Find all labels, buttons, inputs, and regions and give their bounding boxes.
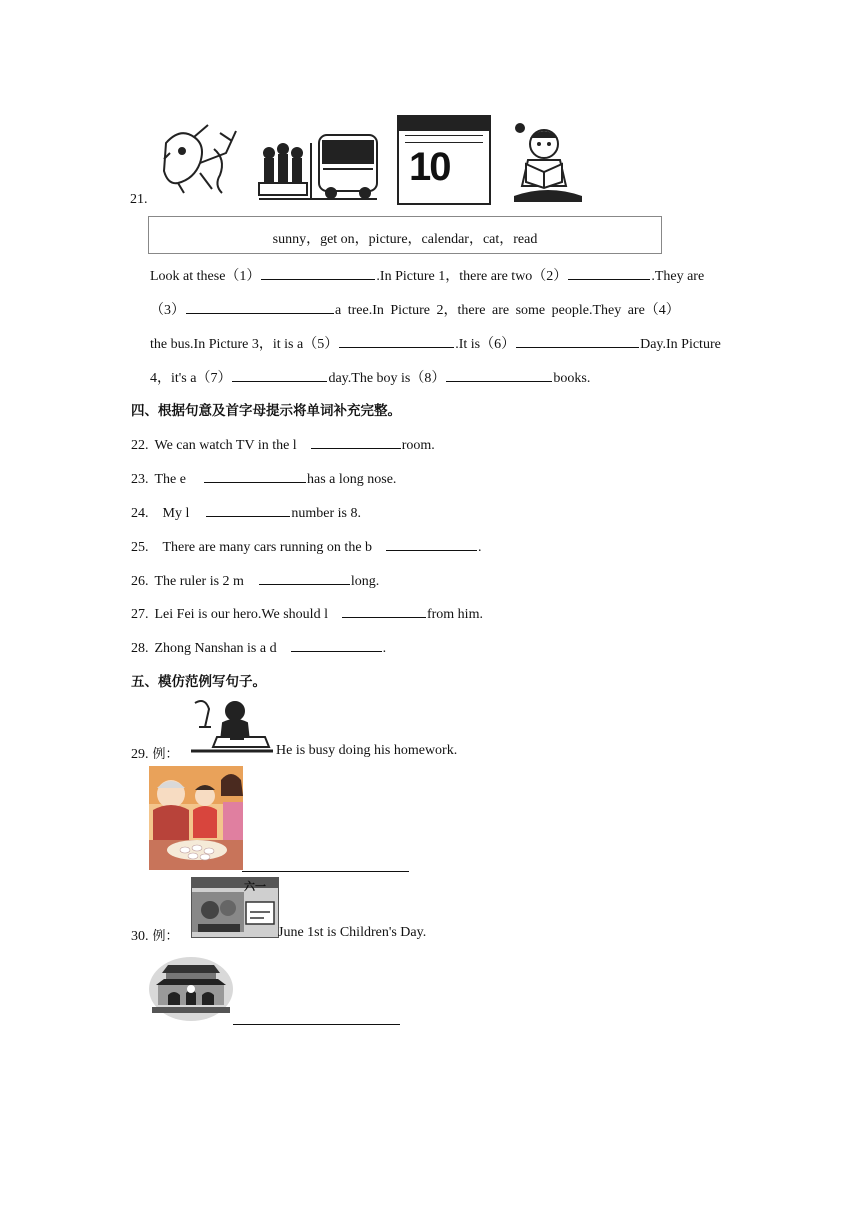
answer-blank[interactable]	[311, 434, 401, 449]
question-23	[131, 468, 396, 488]
question-number: 25.	[131, 540, 149, 555]
answer-blank-6[interactable]	[516, 333, 639, 348]
passage-text: Look at these（1）	[150, 269, 261, 284]
question-text: The e	[154, 472, 186, 487]
question-number: 27.	[131, 607, 149, 622]
question-number: 22.	[131, 438, 149, 453]
tiananmen-icon	[148, 951, 234, 1023]
question-number: 30.	[131, 929, 149, 944]
question-27	[131, 603, 483, 623]
answer-blank-3[interactable]	[186, 299, 334, 314]
question-number: 29.	[131, 747, 149, 762]
passage-text: books.	[553, 371, 591, 386]
question-text: .	[382, 641, 387, 656]
passage-text: （3）	[150, 303, 185, 318]
question-text: We can watch TV in the l	[154, 438, 297, 453]
section-heading: 五、模仿范例写句子。	[131, 674, 266, 690]
passage-line-3	[150, 333, 721, 353]
answer-blank-5[interactable]	[339, 333, 454, 348]
answer-line-30[interactable]	[233, 1024, 400, 1025]
question-24	[131, 502, 361, 522]
answer-blank[interactable]	[259, 570, 350, 585]
answer-blank-2[interactable]	[568, 265, 650, 280]
answer-blank[interactable]	[204, 468, 306, 483]
word-bank-text: sunny，get on，picture，calendar，cat，read	[272, 232, 538, 247]
answer-blank[interactable]	[291, 637, 382, 652]
example-sentence: He is busy doing his homework.	[276, 743, 458, 758]
answer-line-29[interactable]	[242, 871, 409, 872]
passage-text: .It is（6）	[455, 337, 516, 352]
question-text: long.	[350, 574, 380, 589]
childrens-day-icon	[191, 877, 279, 938]
passage-text: .They are	[651, 269, 705, 284]
question-text: .	[478, 540, 482, 555]
passage-text: the bus.In Picture 3，it is a（5）	[150, 337, 339, 352]
question-text: There are many cars running on the b	[162, 540, 373, 555]
question-text: Zhong Nanshan is a d	[154, 641, 277, 656]
answer-blank-7[interactable]	[232, 367, 327, 382]
answer-blank[interactable]	[386, 536, 477, 551]
passage-text: 4，it's a（7）	[150, 371, 232, 386]
passage-line-2	[150, 299, 680, 319]
section-heading: 四、根据句意及首字母提示将单词补充完整。	[131, 403, 401, 419]
example-sentence: June 1st is Children's Day.	[278, 925, 427, 940]
question-29-label	[131, 743, 179, 763]
question-28	[131, 637, 386, 657]
bus-stop-icon	[253, 123, 383, 203]
calendar-date: 10	[409, 145, 450, 189]
question-number: 28.	[131, 641, 149, 656]
answer-blank-1[interactable]	[261, 265, 375, 280]
question-text: has a long nose.	[306, 472, 397, 487]
answer-blank[interactable]	[206, 502, 290, 517]
cat-icon	[160, 123, 242, 195]
homework-icon	[189, 697, 275, 753]
example-label: 例：	[152, 929, 179, 944]
passage-line-1	[150, 265, 704, 285]
passage-line-4	[150, 367, 590, 387]
question-25	[131, 536, 482, 556]
answer-blank-8[interactable]	[446, 367, 552, 382]
example-label: 例：	[152, 747, 179, 762]
question-text: My l	[162, 506, 190, 521]
question-number: 24.	[131, 506, 149, 521]
question-number: 26.	[131, 574, 149, 589]
passage-text: Day.In Picture	[640, 337, 721, 352]
calendar-icon	[397, 115, 491, 205]
boy-reading-icon	[508, 120, 588, 204]
question-number: 23.	[131, 472, 149, 487]
question-22	[131, 434, 435, 454]
passage-text: day.The boy is（8）	[328, 371, 446, 386]
image-caption: 六一	[244, 880, 266, 893]
question-text: from him.	[426, 607, 483, 622]
passage-text: .In Picture 1，there are two（2）	[376, 269, 568, 284]
passage-text: a tree.In Picture 2，there are some people.They are（4）	[335, 303, 680, 318]
word-bank	[148, 216, 662, 254]
question-text: The ruler is 2 m	[154, 574, 244, 589]
dumpling-family-icon	[149, 766, 243, 870]
answer-blank[interactable]	[342, 603, 426, 618]
question-text: Lei Fei is our hero.We should l	[154, 607, 328, 622]
question-number: 21.	[130, 192, 148, 207]
question-26	[131, 570, 379, 590]
question-text: room.	[401, 438, 435, 453]
question-30-label	[131, 925, 179, 945]
question-text: number is 8.	[291, 506, 361, 521]
